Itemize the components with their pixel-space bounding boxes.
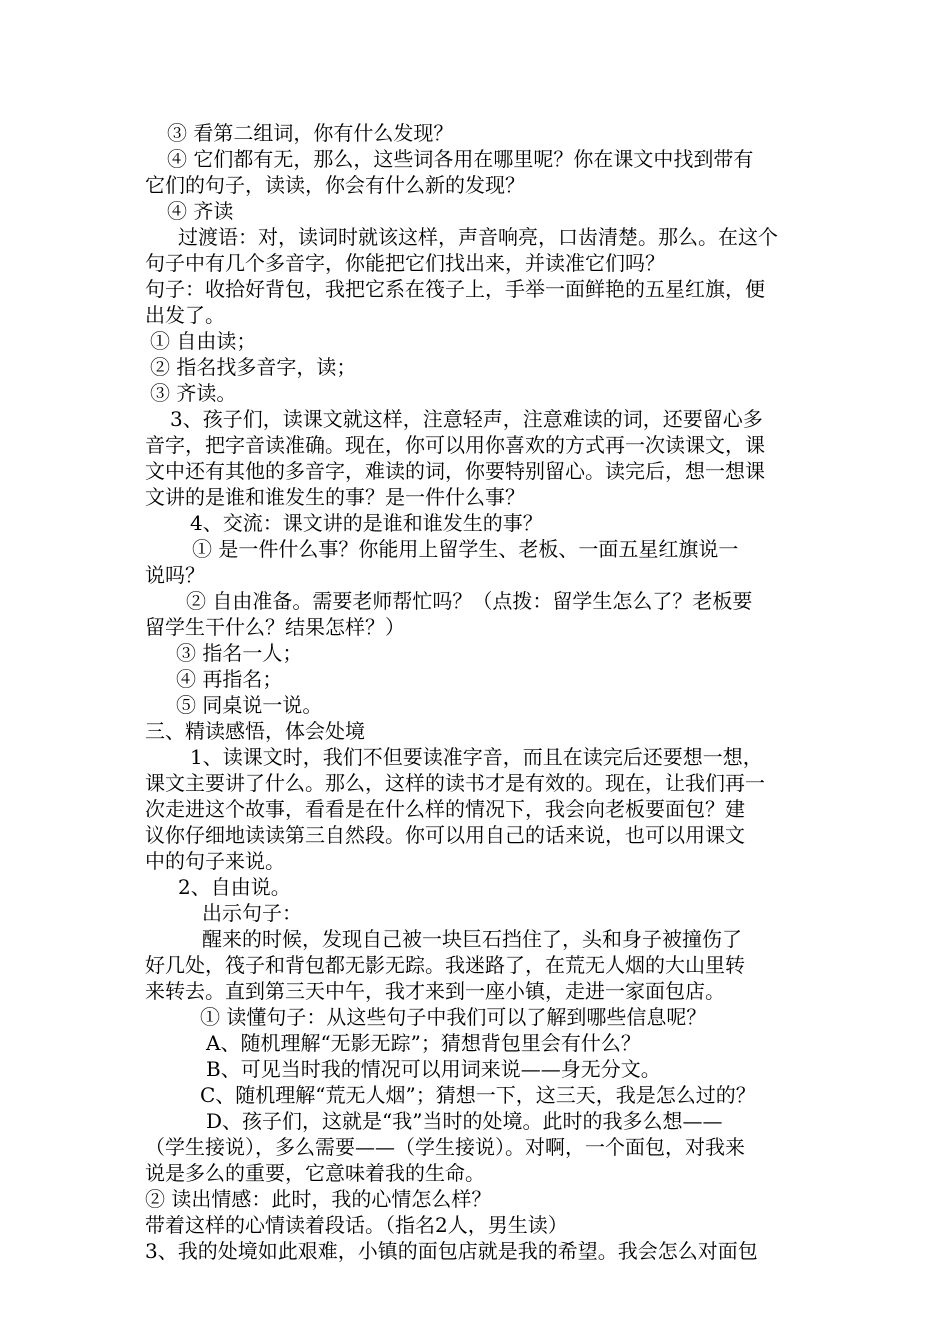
text-line: A、随机理解“无影无踪”；猜想背包里会有什么？ <box>206 1031 641 1055</box>
text-line: 句子：收拾好背包，我把它系在筏子上，手举一面鲜艳的五星红旗，便 <box>145 277 765 301</box>
text-line: ④ 它们都有无，那么，这些词各用在哪里呢？你在课文中找到带有 <box>167 147 754 171</box>
text-line: 说是多么的重要，它意味着我的生命。 <box>145 1161 485 1185</box>
text-line: 留学生干什么？结果怎样？） <box>145 615 405 639</box>
text-line: 出示句子： <box>202 901 302 925</box>
text-line: 好几处，筏子和背包都无影无踪。我迷路了，在荒无人烟的大山里转 <box>145 953 745 977</box>
text-line: 3、孩子们，读课文就这样，注意轻声，注意难读的词，还要留心多 <box>170 407 763 431</box>
text-line: ④ 再指名； <box>176 667 283 691</box>
text-line: 过渡语：对，读词时就该这样，声音响亮，口齿清楚。那么。在这个 <box>178 225 778 249</box>
text-line: 文中还有其他的多音字，难读的词，你要特别留心。读完后，想一想课 <box>145 459 765 483</box>
text-line: 醒来的时候，发现自己被一块巨石挡住了，头和身子被撞伤了 <box>202 927 742 951</box>
text-line: D、孩子们，这就是“我”当时的处境。此时的我多么想—— <box>206 1109 723 1133</box>
text-line: B、可见当时我的情况可以用词来说——身无分文。 <box>206 1057 661 1081</box>
text-line: ④ 齐读 <box>167 199 234 223</box>
text-line: ③ 指名一人； <box>176 641 303 665</box>
text-line: 次走进这个故事，看看是在什么样的情况下，我会向老板要面包？建 <box>145 797 745 821</box>
text-line: 中的句子来说。 <box>145 849 285 873</box>
text-line: 2、自由说。 <box>178 875 291 899</box>
text-line: 说吗？ <box>145 563 205 587</box>
text-line: 来转去。直到第三天中午，我才来到一座小镇，走进一家面包店。 <box>145 979 725 1003</box>
text-line: 音字，把字音读准确。现在，你可以用你喜欢的方式再一次读课文，课 <box>145 433 765 457</box>
text-line: ① 是一件什么事？你能用上留学生、老板、一面五星红旗说一 <box>192 537 739 561</box>
text-line: 它们的句子，读读，你会有什么新的发现？ <box>145 173 525 197</box>
text-line: ② 自由准备。需要老师帮忙吗？（点拨：留学生怎么了？老板要 <box>186 589 753 613</box>
text-line: 出发了。 <box>145 303 225 327</box>
text-line: 带着这样的心情读着段话。（指名2人，男生读） <box>145 1213 568 1237</box>
text-line: ③ 齐读。 <box>150 381 237 405</box>
text-line: C、随机理解“荒无人烟”；猜想一下，这三天，我是怎么过的？ <box>200 1083 756 1107</box>
text-line: ② 读出情感：此时，我的心情怎么样？ <box>145 1187 492 1211</box>
text-line: （学生接说），多么需要——（学生接说）。对啊，一个面包，对我来 <box>145 1135 745 1159</box>
text-line: ① 读懂句子：从这些句子中我们可以了解到哪些信息呢？ <box>200 1005 707 1029</box>
text-line: 4、交流：课文讲的是谁和谁发生的事？ <box>190 511 543 535</box>
text-line: 三、精读感悟，体会处境 <box>145 719 365 743</box>
text-line: 1、读课文时，我们不但要读准字音，而且在读完后还要想一想， <box>190 745 763 769</box>
text-line: 议你仔细地读读第三自然段。你可以用自己的话来说，也可以用课文 <box>145 823 745 847</box>
text-line: ① 自由读； <box>150 329 257 353</box>
text-line: ⑤ 同桌说一说。 <box>176 693 323 717</box>
text-line: 句子中有几个多音字，你能把它们找出来，并读准它们吗？ <box>145 251 665 275</box>
text-line: 文讲的是谁和谁发生的事？是一件什么事？ <box>145 485 525 509</box>
text-line: ② 指名找多音字，读； <box>150 355 357 379</box>
text-line: 3、我的处境如此艰难，小镇的面包店就是我的希望。我会怎么对面包 <box>145 1239 758 1263</box>
text-line: 课文主要讲了什么。那么，这样的读书才是有效的。现在，让我们再一 <box>145 771 765 795</box>
text-line: ③ 看第二组词，你有什么发现？ <box>167 121 454 145</box>
